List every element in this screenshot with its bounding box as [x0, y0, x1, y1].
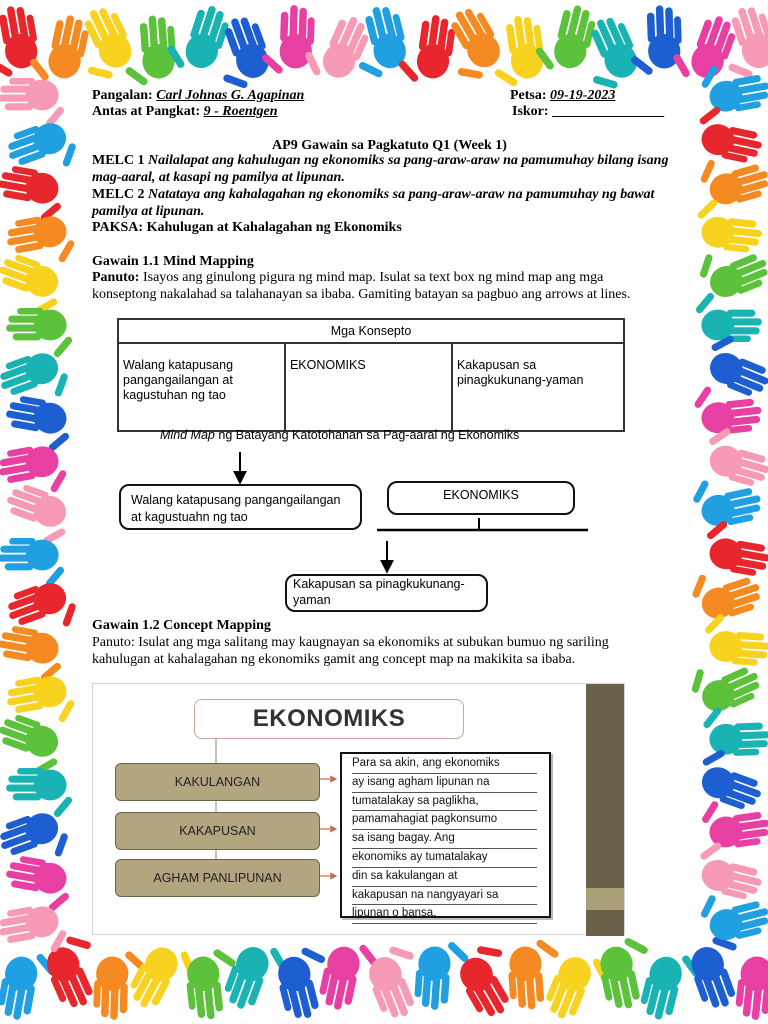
paksa: PAKSA: Kahulugan at Kahalagahan ng Ekonomiks — [92, 220, 402, 235]
date-value: 09-19-2023 — [550, 88, 616, 103]
mindmap-box-kakapusan: Kakapusan sa pinagkukunang-yaman — [285, 574, 488, 612]
answer-line: ay isang agham lipunan na — [352, 774, 537, 793]
concept-kakapusan: KAKAPUSAN — [115, 812, 320, 850]
answer-line: ekonomiks ay tumatalakay — [352, 849, 537, 868]
melc2-text: Natataya ang kahalagahan ng ekonomiks sa pang-araw-araw na pamumuhay ng bawat pamilya at lipunan. — [92, 187, 655, 219]
name-value: Carl Johnas G. Agapinan — [156, 88, 305, 103]
answer-line: Para sa akin, ang ekonomiks — [352, 755, 537, 774]
worksheet-title: AP9 Gawain sa Pagkatuto Q1 (Week 1) — [272, 138, 507, 153]
mindmap-caption-rest: ng Batayang Katotohanan sa Pag-aaral ng Ekonomiks — [214, 428, 520, 442]
gawain1-panuto-label: Panuto: — [92, 270, 140, 285]
date-label: Petsa: — [510, 88, 547, 103]
name-label: Pangalan: — [92, 88, 153, 103]
score-label: Iskor: — [512, 104, 549, 119]
concept-kakulangan: KAKULANGAN — [115, 763, 320, 801]
concepts-table-header: Mga Konsepto — [118, 319, 624, 343]
mindmap-caption-italic: Mind Map — [160, 428, 215, 442]
grade-value: 9 - Roentgen — [203, 104, 278, 119]
answer-line: kakapusan na nangyayari sa — [352, 887, 537, 906]
concept-cell-2: EKONOMIKS — [285, 343, 452, 431]
answer-line: lipunan o bansa. — [352, 905, 537, 924]
grade-label: Antas at Pangkat: — [92, 104, 201, 119]
answer-line: tumatalakay sa paglikha, — [352, 793, 537, 812]
melc1-text: Nailalapat ang kahulugan ng ekonomiks sa pang-araw-araw na pamumuhay bilang isang mag-aaral, at kasapi ng pamilya at lipunan. — [92, 153, 669, 185]
score-value: ________________ — [552, 104, 665, 119]
mindmap-box-ekonomiks: EKONOMIKS — [387, 481, 575, 515]
gawain1-title: Gawain 1.1 Mind Mapping — [92, 254, 254, 269]
gawain1-panuto-text: Isayos ang ginulong pigura ng mind map. Isulat sa text box ng mind map ang mga konseptong nakalahad sa talahanayan sa ibaba. Gamiting batayan sa pagbuo ang arrows at lines. — [92, 270, 631, 302]
answer-box — [340, 752, 551, 918]
concept-agham-panlipunan: AGHAM PANLIPUNAN — [115, 859, 320, 897]
concept-map-title: EKONOMIKS — [194, 699, 464, 739]
answer-line: sa isang bagay. Ang — [352, 830, 537, 849]
concept-cell-3: Kakapusan sa pinagkukunang-yaman — [452, 343, 624, 431]
mindmap-box-needs: Walang katapusang pangangailangan at kagustuahn ng tao — [119, 484, 362, 530]
answer-lines — [352, 755, 537, 924]
answer-line: pamamahagiat pagkonsumo — [352, 811, 537, 830]
melc2-label: MELC 2 — [92, 187, 145, 202]
concept-cell-1: Walang katapusang pangangailangan at kagustuhan ng tao — [118, 343, 285, 431]
melc1-label: MELC 1 — [92, 153, 145, 168]
gawain2-title: Gawain 1.2 Concept Mapping — [92, 618, 271, 633]
answer-line: din sa kakulangan at — [352, 868, 537, 887]
gawain2-panuto: Panuto: Isulat ang mga salitang may kaugnayan sa ekonomiks at subukan bumuo ng sariling kahulugan at kahalagahan ng ekonomiks gamit ang concept map na makikita sa ibaba. — [92, 635, 609, 667]
